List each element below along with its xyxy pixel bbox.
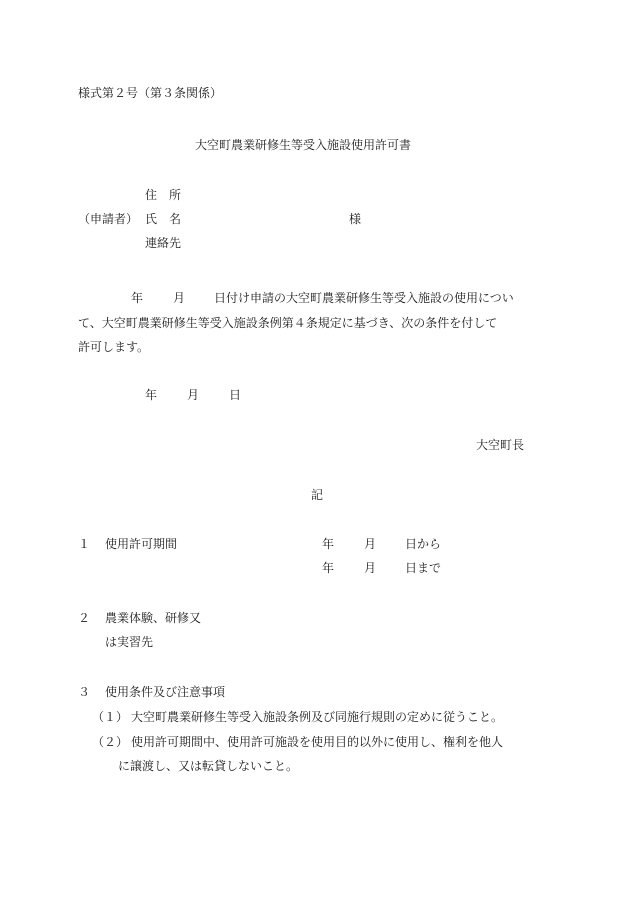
condition-2-number: （２）: [92, 735, 129, 749]
period-from-suffix: 日から: [405, 537, 442, 551]
item-2-label-line-2: は実習先: [105, 635, 154, 649]
address-label: 住 所: [145, 188, 182, 202]
period-to-year: 年: [322, 561, 335, 575]
item-1-number: １: [78, 537, 91, 551]
condition-2-line-2: に譲渡し、又は転貸しないこと。: [118, 759, 299, 773]
period-to-month: 月: [364, 561, 377, 575]
document-title: 大空町農業研修生等受入施設使用許可書: [195, 138, 412, 152]
applicant-role-label: （申請者）: [78, 212, 139, 226]
date-day: 日: [229, 388, 242, 402]
honorific-sama: 様: [349, 212, 362, 226]
item-3-number: ３: [78, 685, 91, 699]
condition-2-line-1: 使用許可期間中、使用許可施設を使用目的以外に使用し、権利を他人: [131, 735, 504, 749]
item-3-label: 使用条件及び注意事項: [105, 685, 226, 699]
issuer-name: 大空町長: [476, 438, 525, 452]
contact-label: 連絡先: [145, 236, 182, 250]
intro-month: 月: [173, 291, 186, 305]
intro-line-1: 日付け申請の大空町農業研修生等受入施設の使用につい: [214, 291, 514, 305]
item-1-label: 使用許可期間: [105, 537, 178, 551]
item-2-label-line-1: 農業体験、研修又: [105, 611, 202, 625]
condition-1-text: 大空町農業研修生等受入施設条例及び同施行規則の定めに従うこと。: [131, 710, 504, 724]
period-from-month: 月: [364, 537, 377, 551]
intro-line-2: て、大空町農業研修生等受入施設条例第４条規定に基づき、次の条件を付して: [78, 316, 498, 330]
ki-heading: 記: [311, 488, 324, 502]
name-label: 氏 名: [145, 212, 182, 226]
date-year: 年: [145, 388, 158, 402]
intro-year: 年: [131, 291, 144, 305]
date-month: 月: [187, 388, 200, 402]
intro-line-3: 許可します。: [78, 340, 150, 354]
item-2-number: ２: [78, 611, 91, 625]
period-to-suffix: 日まで: [405, 561, 442, 575]
condition-1-number: （１）: [92, 710, 129, 724]
period-from-year: 年: [322, 537, 335, 551]
form-number-label: 様式第２号（第３条関係）: [78, 86, 223, 100]
